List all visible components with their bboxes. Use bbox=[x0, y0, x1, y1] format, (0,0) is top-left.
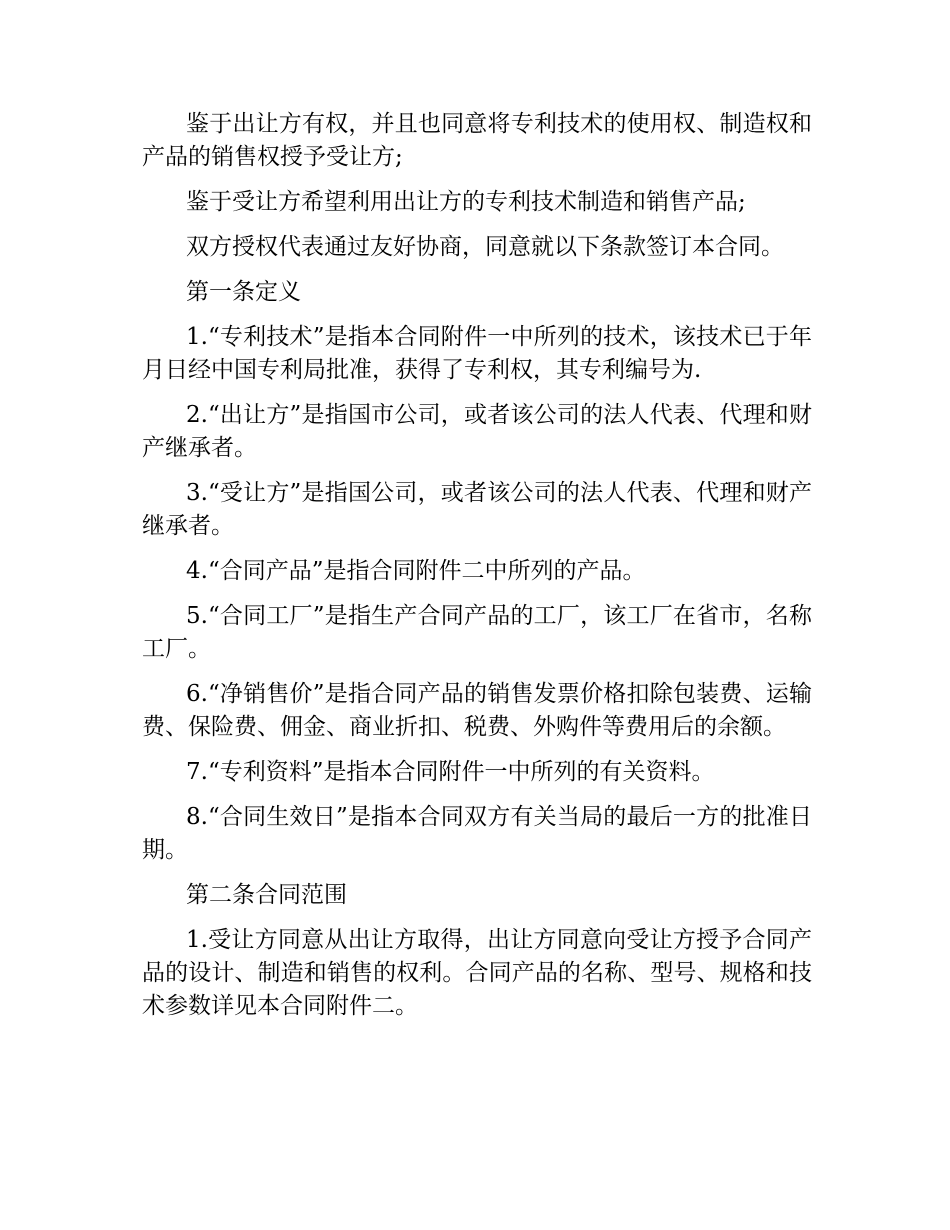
paragraph-recital-2: 鉴于受让方希望利用出让方的专利技术制造和销售产品; bbox=[186, 189, 746, 215]
definition-8: 8.“合同生效日”是指本合同双方有关当局的最后一方的批准日期。 bbox=[142, 804, 812, 863]
article-1-heading: 第一条定义 bbox=[186, 279, 301, 305]
scope-clause-1: 1.受让方同意从出让方取得，出让方同意向受让方授予合同产品的设计、制造和销售的权利。合同产品的名称、型号、规格和技术参数详见本合同附件二。 bbox=[142, 927, 812, 1019]
definition-4: 4.“合同产品”是指合同附件二中所列的产品。 bbox=[186, 558, 646, 584]
definition-6: 6.“净销售价”是指合同产品的销售发票价格扣除包装费、运输费、保险费、佣金、商业折扣、税费、外购件等费用后的余额。 bbox=[142, 681, 812, 740]
article-2-heading: 第二条合同范围 bbox=[186, 882, 347, 908]
definition-3: 3.“受让方”是指国公司，或者该公司的法人代表、代理和财产继承者。 bbox=[142, 480, 812, 539]
definition-5: 5.“合同工厂”是指生产合同产品的工厂，该工厂在省市，名称工厂。 bbox=[142, 603, 812, 662]
paragraph-recital-3: 双方授权代表通过友好协商，同意就以下条款签订本合同。 bbox=[186, 234, 784, 260]
definition-2: 2.“出让方”是指国市公司，或者该公司的法人代表、代理和财产继承者。 bbox=[142, 402, 812, 461]
document-body bbox=[142, 108, 812, 1035]
paragraph-recital-1: 鉴于出让方有权，并且也同意将专利技术的使用权、制造权和产品的销售权授予受让方; bbox=[142, 111, 812, 170]
definition-1: 1.“专利技术”是指本合同附件一中所列的技术，该技术已于年月日经中国专利局批准，获得了专利权，其专利编号为. bbox=[142, 324, 812, 383]
definition-7: 7.“专利资料”是指本合同附件一中所列的有关资料。 bbox=[186, 759, 715, 785]
